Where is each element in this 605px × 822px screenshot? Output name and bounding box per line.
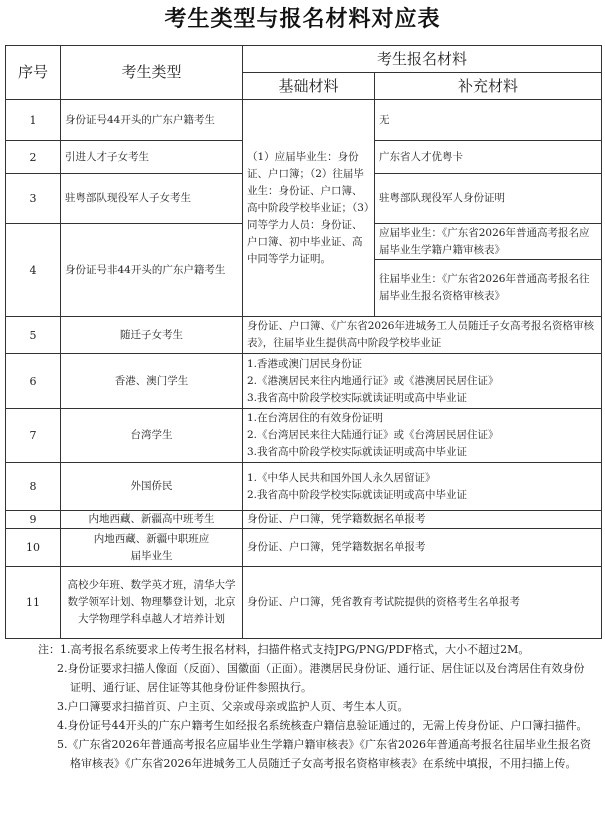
row-seq: 11 [6,567,61,639]
row-type: 内地西藏、新疆高中班考生 [61,511,243,529]
material-line: 2.《港澳居民来往内地通行证》或《港澳居民居住证》 [247,374,499,387]
row-type: 驻粤部队现役军人子女考生 [61,174,243,224]
header-materials: 考生报名材料 [243,46,602,73]
table-row [6,511,602,529]
row-type: 身份证号44开头的广东户籍考生 [61,100,243,141]
row-materials [243,354,602,409]
page-title: 考生类型与报名材料对应表 [164,7,441,32]
row-supplement-a: 应届毕业生：《广东省2026年普通高考报名应届毕业生学籍户籍审核表》 [375,224,602,260]
table-row [6,354,602,409]
header-basic: 基础材料 [243,73,375,100]
row-materials [243,463,602,511]
note-item: 3.户口簿要求扫描首页、户主页、父亲或母亲或监护人页、考生本人页。 [57,700,409,713]
basic-materials: （1）应届毕业生：身份证、户口簿；（2）往届毕业生：身份证、户口簿、高中阶段学校毕业证；（3）同等学力人员：身份证、户口簿、初中毕业证、高中同等学力证明。 [243,100,375,317]
row-seq: 5 [6,317,61,354]
table-row [6,529,602,567]
row-seq: 2 [6,141,61,174]
row-seq: 9 [6,511,61,529]
row-supplement: 广东省人才优粤卡 [375,141,602,174]
header-seq: 序号 [6,46,61,100]
row-type: 内地西藏、新疆中职班应届毕业生 [61,529,243,567]
material-line: 1.《中华人民共和国外国人永久居留证》 [247,471,436,484]
row-type: 高校少年班、数学英才班，清华大学数学领军计划、物理攀登计划，北京大学物理学科卓越人才培养计划 [61,567,243,639]
row-seq: 4 [6,224,61,317]
row-seq: 7 [6,409,61,463]
table-row [6,463,602,511]
row-type: 台湾学生 [61,409,243,463]
materials-table [5,45,602,639]
row-type: 身份证号非44开头的广东户籍考生 [61,224,243,317]
row-type: 外国侨民 [61,463,243,511]
header-supplement: 补充材料 [375,73,602,100]
row-materials: 身份证、户口簿、《广东省2026年进城务工人员随迁子女高考报名资格审核表》，往届毕业生提供高中阶段学校毕业证 [243,317,602,354]
note-item: 2.身份证要求扫描人像面（反面）、国徽面（正面）。港澳居民身份证、通行证、居住证以及台湾居住有效身份证明、通行证、居住证等其他身份证件参照执行。 [57,662,585,694]
row-type: 香港、澳门学生 [61,354,243,409]
table-row [6,567,602,639]
material-line: 2.《台湾居民来往大陆通行证》或《台湾居民居住证》 [247,429,499,441]
row-materials: 身份证、户口簿，凭省教育考试院提供的资格考生名单报考 [243,567,602,639]
row-seq: 1 [6,100,61,141]
row-supplement-b: 往届毕业生：《广东省2026年普通高考报名往届毕业生报名资格审核表》 [375,260,602,317]
material-line: 3.我省高中阶段学校实际就读证明或高中毕业证 [247,391,468,404]
row-materials: 身份证、户口簿，凭学籍数据名单报考 [243,529,602,567]
material-line: 1.在台湾居住的有效身份证明 [247,412,384,424]
row-seq: 8 [6,463,61,511]
row-materials [243,409,602,463]
material-line: 1.香港或澳门居民身份证 [247,357,363,370]
row-type: 随迁子女考生 [61,317,243,354]
material-line: 2.我省高中阶段学校实际就读证明或高中毕业证 [247,488,468,501]
table-row [6,409,602,463]
row-supplement: 无 [375,100,602,141]
row-supplement: 驻粤部队现役军人身份证明 [375,174,602,224]
note-item: 4.身份证号44开头的广东户籍考生如经报名系统核查户籍信息验证通过的，无需上传身份证、户口簿扫描件。 [57,719,588,732]
table-row [6,317,602,354]
row-type: 引进人才子女考生 [61,141,243,174]
material-line: 3.我省高中阶段学校实际就读证明或高中毕业证 [247,446,468,458]
note-item: 5.《广东省2026年普通高考报名应届毕业生学籍户籍审核表》《广东省2026年普通高考报名往届毕业生报名资格审核表》《广东省2026年进城务工人员随迁子女高考报名资格审核表》在系统中填报，不用扫描上传。 [57,738,591,770]
table-row [6,100,602,141]
row-seq: 10 [6,529,61,567]
row-seq: 6 [6,354,61,409]
note-item: 注：1.高考报名系统要求上传考生报名材料，扫描件格式支持JPG/PNG/PDF格式，大小不超过2M。 [38,643,530,656]
row-materials: 身份证、户口簿，凭学籍数据名单报考 [243,511,602,529]
header-type: 考生类型 [61,46,243,100]
notes [38,640,593,773]
row-seq: 3 [6,174,61,224]
